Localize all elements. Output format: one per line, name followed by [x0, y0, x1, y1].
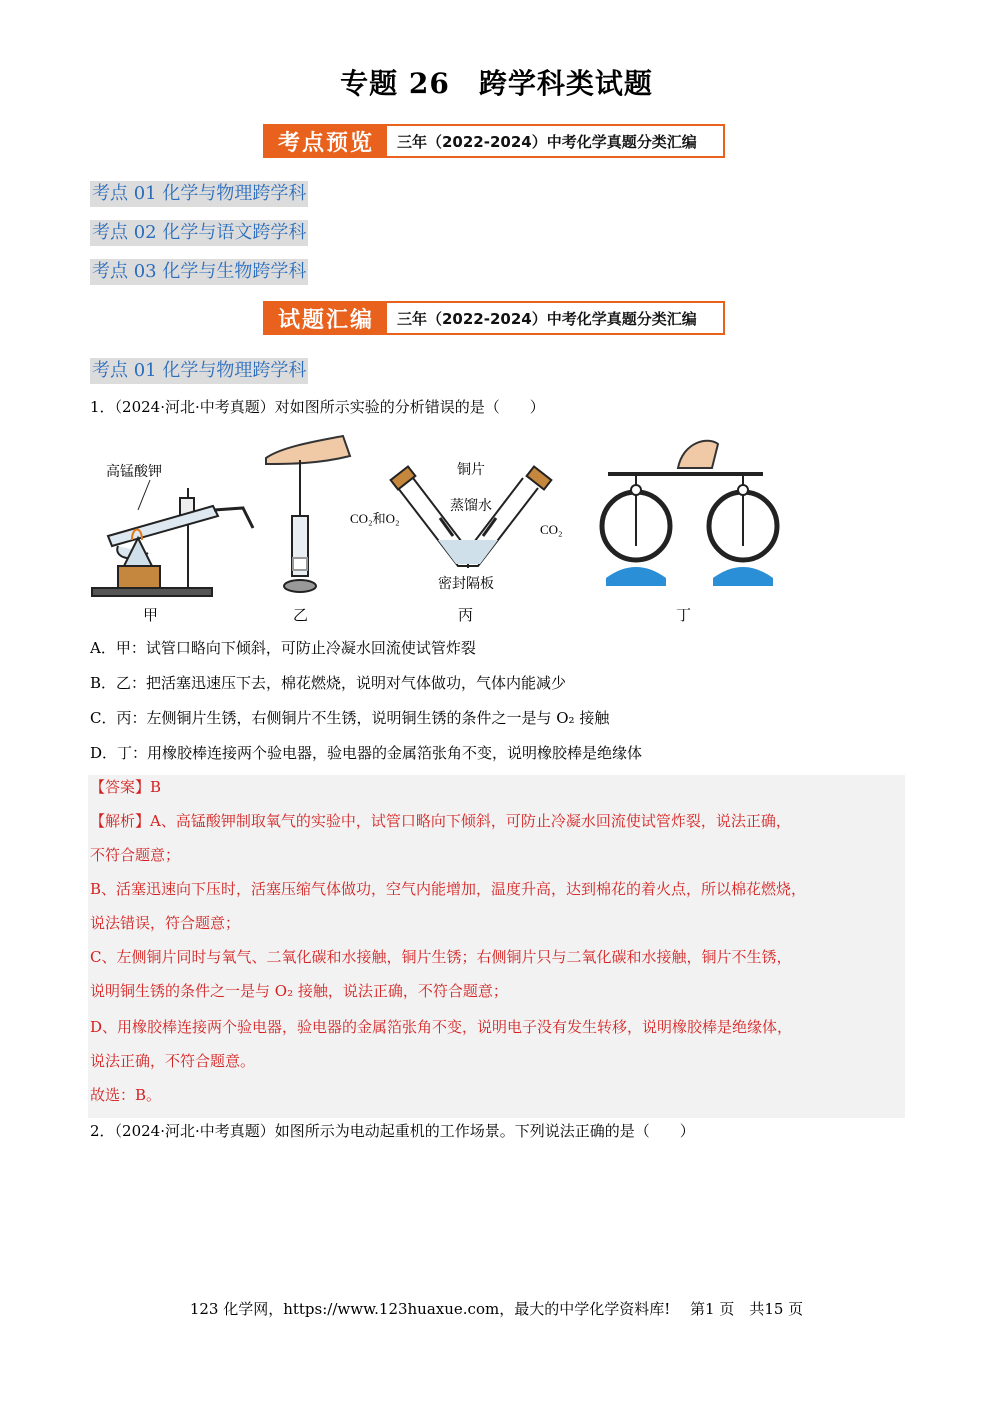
label-co2: CO₂: [540, 522, 563, 537]
banner-subtitle: 三年（2022-2024）中考化学真题分类汇编: [397, 132, 697, 151]
apparatus-jia: [92, 488, 253, 596]
topic-link-01[interactable]: 考点 01 化学与物理跨学科: [90, 181, 308, 207]
section-topic: 考点 01 化学与物理跨学科: [90, 358, 308, 384]
question-1-stem: 1．（2024·河北·中考真题）对如图所示实验的分析错误的是（ ）: [90, 398, 545, 416]
caption-bing: 丙: [458, 608, 474, 624]
option-b: B．乙：把活塞迅速压下去，棉花燃烧，说明对气体做功，气体内能减少: [90, 674, 567, 692]
label-co2-o2: CO₂和O₂: [350, 511, 400, 526]
analysis-line-6: 说明铜生锈的条件之一是与 O₂ 接触，说法正确，不符合题意；: [90, 982, 508, 1000]
analysis-line-2: 不符合题意；: [90, 846, 181, 864]
banner-tag: 考点预览: [265, 126, 387, 156]
option-c: C．丙：左侧铜片生锈，右侧铜片不生锈，说明铜生锈的条件之一是与 O₂ 接触: [90, 709, 610, 727]
experiment-figure: [88, 428, 788, 628]
banner-subtitle: 三年（2022-2024）中考化学真题分类汇编: [397, 309, 697, 328]
analysis-line-7: D、用橡胶棒连接两个验电器，验电器的金属箔张角不变，说明电子没有发生转移，说明橡胶棒是绝缘体，: [90, 1018, 793, 1036]
analysis-line-3: B、活塞迅速向下压时，活塞压缩气体做功，空气内能增加，温度升高，达到棉花的着火点，所以棉花燃烧，: [90, 880, 807, 898]
analysis-line-8: 说法正确，不符合题意。: [90, 1052, 256, 1070]
label-kmno4: 高锰酸钾: [106, 465, 162, 480]
label-copper: 铜片: [457, 463, 485, 478]
caption-yi: 乙: [293, 608, 309, 624]
analysis-line-9: 故选：B。: [90, 1086, 162, 1104]
analysis-line-4: 说法错误，符合题意；: [90, 914, 241, 932]
answer: 【答案】B: [90, 778, 162, 796]
question-2-stem: 2．（2024·河北·中考真题）如图所示为电动起重机的工作场景。下列说法正确的是（ ）: [90, 1122, 695, 1140]
option-d: D．丁：用橡胶棒连接两个验电器，验电器的金属箔张角不变，说明橡胶棒是绝缘体: [90, 744, 643, 762]
caption-ding: 丁: [676, 608, 692, 624]
analysis-line-5: C、左侧铜片同时与氧气、二氧化碳和水接触，铜片生锈；右侧铜片只与二氧化碳和水接触，铜片不生锈，: [90, 948, 792, 966]
apparatus-ding: [602, 441, 777, 586]
caption-jia: 甲: [143, 608, 159, 624]
option-a: A．甲：试管口略向下倾斜，可防止冷凝水回流使试管炸裂: [90, 639, 476, 657]
topic-link-02[interactable]: 考点 02 化学与语文跨学科: [90, 220, 308, 246]
banner-tag: 试题汇编: [265, 303, 387, 333]
label-seal: 密封隔板: [438, 577, 494, 592]
preview-banner: [263, 124, 725, 158]
apparatus-yi: [266, 436, 350, 592]
exercises-banner: [263, 301, 725, 335]
label-water: 蒸馏水: [450, 499, 492, 514]
apparatus-bing: [391, 466, 552, 568]
page-title: 专题 26 跨学科类试题: [340, 67, 653, 100]
analysis-line-1: 【解析】A、高锰酸钾制取氧气的实验中，试管口略向下倾斜，可防止冷凝水回流使试管炸裂，说法正确，: [90, 812, 791, 830]
page-footer: 123 化学网，https://www.123huaxue.com，最大的中学化学资料库! 第1 页 共15 页: [189, 1300, 804, 1318]
topic-link-03[interactable]: 考点 03 化学与生物跨学科: [90, 259, 308, 285]
